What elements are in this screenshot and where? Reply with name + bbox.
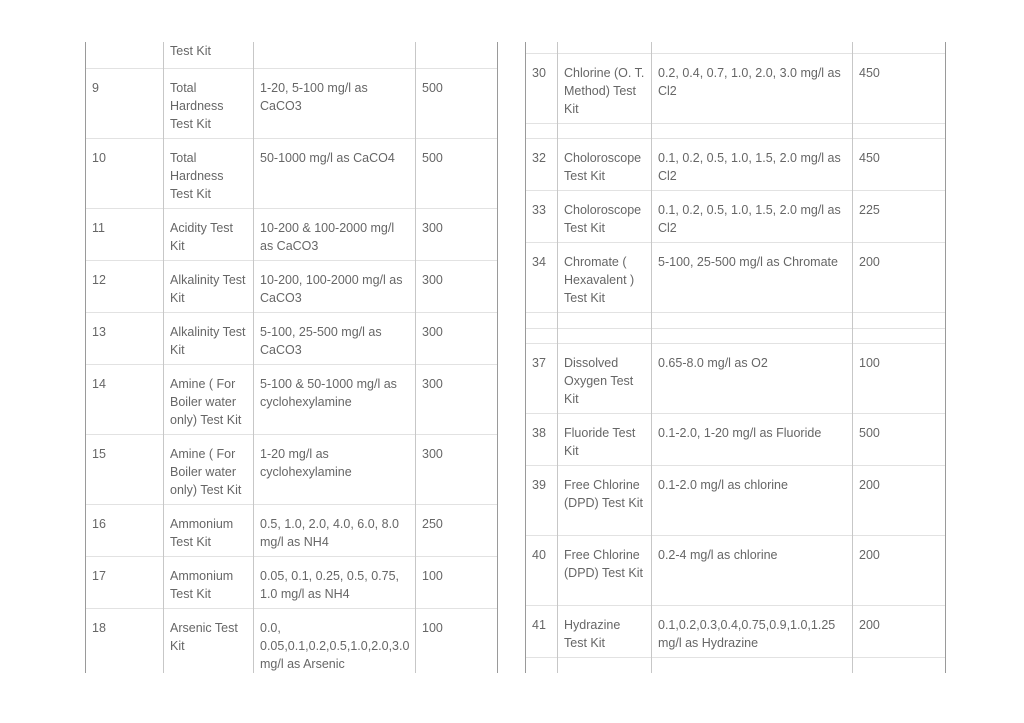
table-row (525, 312, 946, 329)
cell-no: 40 (532, 548, 546, 562)
cell-range (651, 124, 852, 139)
cell-range: 0.05, 0.1, 0.25, 0.5, 0.75, 1.0 mg/l as NH4 (260, 569, 399, 601)
table-row (525, 42, 946, 53)
cell-product: Hydrazine Test Kit (564, 618, 621, 650)
cell-product (557, 329, 651, 344)
cell-no: 16 (92, 517, 106, 531)
cell-product: Free Chlorine (DPD) Test Kit (564, 478, 643, 510)
cell-no (85, 42, 163, 68)
cell-range: 5-100 & 50-1000 mg/l as cyclohexylamine (260, 377, 397, 409)
cell-range (253, 42, 415, 68)
cell-product: Choloroscope Test Kit (564, 151, 642, 183)
table-row (525, 535, 946, 606)
cell-product (557, 313, 651, 329)
cell-product: Amine ( For Boiler water only) Test Kit (170, 447, 242, 497)
table-row (85, 68, 498, 139)
cell-range (651, 42, 852, 53)
cell-range (651, 329, 852, 344)
cell-range: 0.1, 0.2, 0.5, 1.0, 1.5, 2.0 mg/l as Cl2 (658, 203, 841, 235)
cell-price: 300 (422, 377, 443, 391)
table-row (85, 312, 498, 365)
cell-price (852, 313, 945, 329)
cell-no: 37 (532, 356, 546, 370)
cell-product: Ammonium Test Kit (170, 569, 234, 601)
cell-range: 50-1000 mg/l as CaCO4 (260, 151, 395, 165)
table-row (85, 608, 498, 674)
cell-price: 500 (422, 151, 443, 165)
cell-product: Arsenic Test Kit (170, 621, 238, 653)
cell-price: 450 (859, 151, 880, 165)
cell-product (557, 658, 651, 674)
cell-product: Free Chlorine (DPD) Test Kit (564, 548, 643, 580)
cell-product: Alkalinity Test Kit (170, 325, 246, 357)
cell-product: Amine ( For Boiler water only) Test Kit (170, 377, 242, 427)
cell-price: 200 (859, 618, 880, 632)
table-row (85, 434, 498, 505)
table-row (85, 504, 498, 557)
table-row (85, 208, 498, 261)
cell-price (852, 658, 945, 674)
cell-price: 300 (422, 447, 443, 461)
cell-product (557, 124, 651, 139)
cell-range: 5-100, 25-500 mg/l as Chromate (658, 255, 838, 269)
cell-price (852, 329, 945, 344)
cell-range: 0.1-2.0 mg/l as chlorine (658, 478, 788, 492)
cell-no (525, 124, 557, 139)
table-row (525, 123, 946, 139)
cell-product: Choloroscope Test Kit (564, 203, 642, 235)
cell-no: 41 (532, 618, 546, 632)
cell-price: 100 (422, 621, 443, 635)
cell-no: 32 (532, 151, 546, 165)
cell-no: 30 (532, 66, 546, 80)
cell-price (415, 42, 497, 68)
cell-no: 9 (92, 81, 99, 95)
cell-product (557, 42, 651, 53)
cell-product: Acidity Test Kit (170, 221, 233, 253)
cell-no: 14 (92, 377, 106, 391)
cell-price: 100 (859, 356, 880, 370)
cell-price: 200 (859, 478, 880, 492)
cell-range: 0.1, 0.2, 0.5, 1.0, 1.5, 2.0 mg/l as Cl2 (658, 151, 841, 183)
table-row (85, 42, 498, 68)
cell-product: Total Hardness Test Kit (170, 151, 224, 201)
cell-product: Alkalinity Test Kit (170, 273, 246, 305)
cell-product: Chlorine (O. T. Method) Test Kit (564, 66, 645, 116)
cell-range: 1-20 mg/l as cyclohexylamine (260, 447, 352, 479)
cell-range: 10-200 & 100-2000 mg/l as CaCO3 (260, 221, 395, 253)
cell-no: 39 (532, 478, 546, 492)
cell-no: 11 (92, 221, 105, 235)
table-row (525, 657, 946, 674)
cell-range: 5-100, 25-500 mg/l as CaCO3 (260, 325, 382, 357)
cell-range: 0.0, 0.05,0.1,0.2,0.5,1.0,2.0,3.0 mg/l as Arsenic (260, 621, 410, 671)
cell-range: 0.1-2.0, 1-20 mg/l as Fluoride (658, 426, 822, 440)
cell-product: Chromate ( Hexavalent ) Test Kit (564, 255, 635, 305)
table-row (525, 190, 946, 243)
table-row (525, 328, 946, 344)
cell-range: 0.1,0.2,0.3,0.4,0.75,0.9,1.0,1.25 mg/l as Hydrazine (658, 618, 836, 650)
cell-range: 0.2, 0.4, 0.7, 1.0, 2.0, 3.0 mg/l as Cl2 (658, 66, 841, 98)
cell-range: 0.5, 1.0, 2.0, 4.0, 6.0, 8.0 mg/l as NH4 (260, 517, 399, 549)
cell-product: Test Kit (170, 44, 211, 58)
cell-price: 200 (859, 548, 880, 562)
table-row (525, 242, 946, 313)
table-row (525, 343, 946, 414)
cell-product: Fluoride Test Kit (564, 426, 636, 458)
cell-no: 12 (92, 273, 106, 287)
cell-product: Dissolved Oxygen Test Kit (564, 356, 634, 406)
cell-price: 225 (859, 203, 880, 217)
cell-no (525, 658, 557, 674)
cell-no (525, 329, 557, 344)
table-row (525, 413, 946, 466)
cell-no: 10 (92, 151, 106, 165)
table-row (85, 138, 498, 209)
table-row (85, 364, 498, 435)
cell-price: 300 (422, 273, 443, 287)
cell-range: 10-200, 100-2000 mg/l as CaCO3 (260, 273, 403, 305)
cell-no (525, 42, 557, 53)
cell-no: 38 (532, 426, 546, 440)
cell-price: 500 (422, 81, 443, 95)
cell-range: 1-20, 5-100 mg/l as CaCO3 (260, 81, 368, 113)
cell-no: 18 (92, 621, 106, 635)
cell-no: 33 (532, 203, 546, 217)
cell-product: Total Hardness Test Kit (170, 81, 224, 131)
table-row (525, 53, 946, 124)
cell-price: 100 (422, 569, 443, 583)
cell-price: 300 (422, 221, 443, 235)
table-row (525, 138, 946, 191)
cell-product: Ammonium Test Kit (170, 517, 234, 549)
cell-no (525, 313, 557, 329)
cell-no: 17 (92, 569, 106, 583)
cell-price: 200 (859, 255, 880, 269)
cell-range: 0.2-4 mg/l as chlorine (658, 548, 778, 562)
table-row (525, 605, 946, 658)
cell-range (651, 658, 852, 674)
right-price-table (525, 42, 946, 673)
cell-price: 450 (859, 66, 880, 80)
cell-price (852, 42, 945, 53)
left-price-table (85, 42, 498, 673)
cell-range: 0.65-8.0 mg/l as O2 (658, 356, 768, 370)
cell-price: 250 (422, 517, 443, 531)
cell-range (651, 313, 852, 329)
table-row (85, 260, 498, 313)
cell-no: 34 (532, 255, 546, 269)
cell-price: 300 (422, 325, 443, 339)
cell-price: 500 (859, 426, 880, 440)
cell-price (852, 124, 945, 139)
table-row (85, 556, 498, 609)
table-row (525, 465, 946, 536)
cell-no: 13 (92, 325, 106, 339)
cell-no: 15 (92, 447, 106, 461)
